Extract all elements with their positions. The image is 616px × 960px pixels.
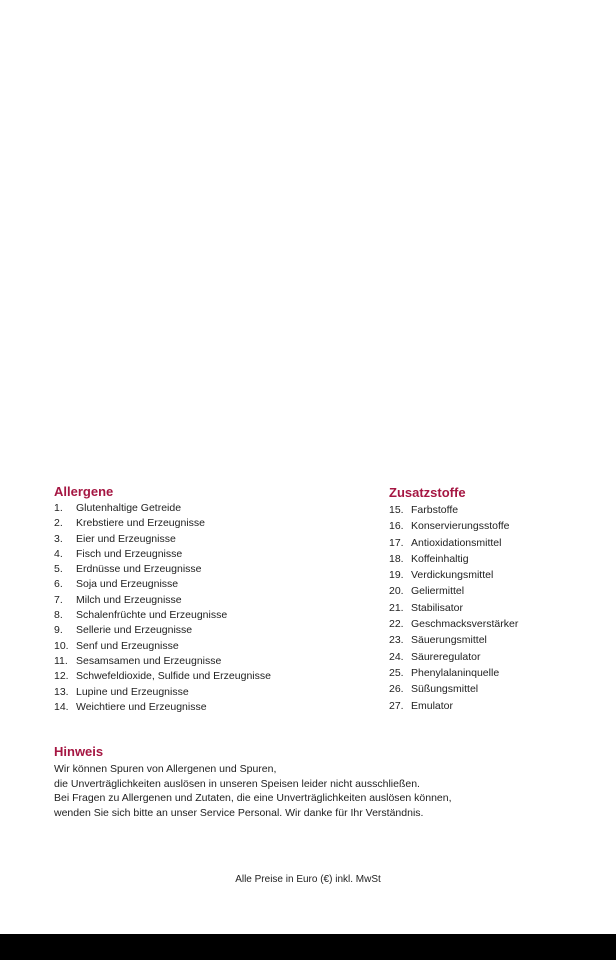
item-label: Senf und Erzeugnisse xyxy=(76,639,179,652)
list-item xyxy=(389,567,518,583)
list-item xyxy=(54,700,271,715)
item-number: 24. xyxy=(389,650,404,663)
allergene-list xyxy=(54,501,271,715)
item-number: 6. xyxy=(54,578,63,591)
list-item xyxy=(389,649,518,665)
list-item xyxy=(389,518,518,534)
item-label: Konservierungsstoffe xyxy=(411,520,510,533)
item-number: 19. xyxy=(389,569,404,582)
list-item xyxy=(389,698,518,714)
item-number: 3. xyxy=(54,532,63,545)
hinweis-heading: Hinweis xyxy=(54,744,104,759)
item-label: Säureregulator xyxy=(411,650,481,663)
item-label: Koffeinhaltig xyxy=(411,552,469,565)
hinweis-text xyxy=(54,762,452,821)
item-label: Weichtiere und Erzeugnisse xyxy=(76,700,207,713)
item-number: 26. xyxy=(389,683,404,696)
item-label: Glutenhaltige Getreide xyxy=(76,502,182,514)
item-label: Lupine und Erzeugnisse xyxy=(76,685,189,698)
list-item xyxy=(54,639,271,654)
list-item xyxy=(54,547,271,562)
list-item xyxy=(389,632,518,648)
list-item xyxy=(54,654,271,669)
item-number: 11. xyxy=(54,654,68,667)
item-label: Erdnüsse und Erzeugnisse xyxy=(76,563,202,576)
item-number: 14. xyxy=(54,700,69,713)
item-number: 13. xyxy=(54,685,69,698)
item-number: 22. xyxy=(389,618,404,631)
list-item xyxy=(389,616,518,632)
item-label: Sellerie und Erzeugnisse xyxy=(76,624,193,637)
hinweis-line: wenden Sie sich bitte an unser Service Personal. Wir danke für Ihr Verständnis. xyxy=(54,807,424,820)
item-label: Schalenfrüchte und Erzeugnisse xyxy=(76,609,228,622)
item-number: 17. xyxy=(389,536,404,549)
bottom-bar xyxy=(0,934,616,960)
item-label: Verdickungsmittel xyxy=(411,569,494,582)
list-item xyxy=(54,501,271,516)
zusatzstoffe-list xyxy=(389,502,518,714)
item-label: Emulator xyxy=(411,699,454,712)
item-label: Krebstiere und Erzeugnisse xyxy=(76,517,205,530)
item-number: 20. xyxy=(389,585,404,598)
list-item xyxy=(54,685,271,700)
list-item xyxy=(54,562,271,577)
item-label: Sesamsamen und Erzeugnisse xyxy=(76,654,222,667)
item-number: 16. xyxy=(389,520,404,533)
item-label: Säuerungsmittel xyxy=(411,634,487,647)
item-number: 9. xyxy=(54,624,63,637)
item-label: Phenylalaninquelle xyxy=(411,666,500,679)
item-label: Süßungsmittel xyxy=(411,683,479,696)
list-item xyxy=(389,583,518,599)
list-item xyxy=(389,681,518,697)
item-number: 7. xyxy=(54,593,63,606)
item-number: 21. xyxy=(389,601,404,614)
item-number: 10. xyxy=(54,639,69,652)
item-label: Schwefeldioxide, Sulfide und Erzeugnisse xyxy=(76,670,271,683)
item-label: Milch und Erzeugnisse xyxy=(76,593,182,606)
list-item xyxy=(389,551,518,567)
list-item xyxy=(389,665,518,681)
item-label: Stabilisator xyxy=(411,601,463,614)
list-item xyxy=(54,516,271,531)
item-number: 2. xyxy=(54,517,63,530)
item-number: 15. xyxy=(389,504,404,516)
item-label: Soja und Erzeugnisse xyxy=(76,578,179,591)
item-number: 8. xyxy=(54,609,63,622)
list-item xyxy=(54,669,271,684)
list-item xyxy=(389,535,518,551)
hinweis-line: Bei Fragen zu Allergenen und Zutaten, die eine Unverträglichkeiten auslösen können, xyxy=(54,792,452,805)
list-item xyxy=(54,577,271,592)
item-label: Geschmacksverstärker xyxy=(411,618,519,631)
item-number: 5. xyxy=(54,563,63,576)
hinweis-line: die Unverträglichkeiten auslösen in unseren Speisen leider nicht ausschließen. xyxy=(54,777,420,790)
item-number: 23. xyxy=(389,634,404,647)
list-item xyxy=(389,502,518,518)
list-item xyxy=(54,532,271,547)
hinweis-line: Wir können Spuren von Allergenen und Spuren, xyxy=(54,763,277,775)
item-number: 27. xyxy=(389,699,404,712)
zusatzstoffe-heading: Zusatzstoffe xyxy=(389,485,466,500)
list-item xyxy=(54,593,271,608)
item-number: 25. xyxy=(389,666,404,679)
item-number: 12. xyxy=(54,670,69,683)
item-number: 18. xyxy=(389,552,404,565)
list-item xyxy=(54,608,271,623)
item-label: Eier und Erzeugnisse xyxy=(76,532,176,545)
item-label: Farbstoffe xyxy=(411,504,459,516)
list-item xyxy=(54,623,271,638)
item-label: Antioxidationsmittel xyxy=(411,536,502,549)
price-note: Alle Preise in Euro (€) inkl. MwSt xyxy=(235,874,381,885)
item-label: Fisch und Erzeugnisse xyxy=(76,547,183,560)
allergene-heading: Allergene xyxy=(54,484,114,499)
list-item xyxy=(389,600,518,616)
item-number: 1. xyxy=(54,502,63,514)
item-label: Geliermittel xyxy=(411,585,465,598)
item-number: 4. xyxy=(54,547,63,560)
